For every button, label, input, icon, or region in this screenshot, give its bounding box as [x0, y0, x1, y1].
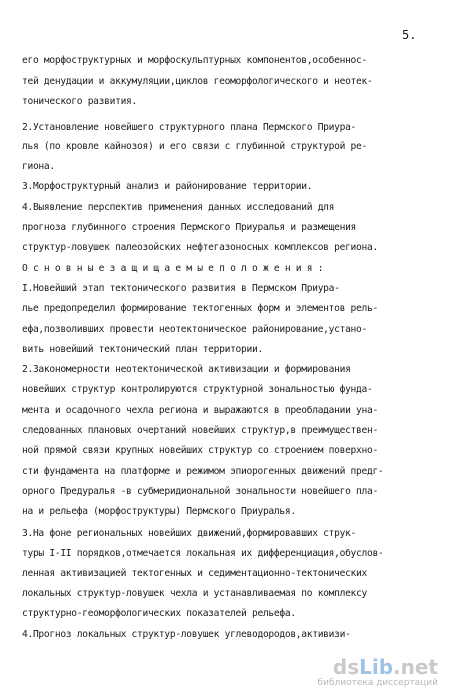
text-line: новейших структур контролируются структурной зональностью фунда- [22, 384, 373, 395]
text-line: лье предопределил формирование тектогенных форм и элементов рель- [22, 303, 378, 314]
text-line: I.Новейший этап тектонического развития в Пермском Приура- [22, 283, 340, 294]
text-line: структурно-геоморфологических показателей рельефа. [22, 608, 296, 619]
text-line: мента и осадочного чехла региона и выражаются в преобладании уна- [22, 405, 378, 416]
text-line: на и рельефа (морфоструктуры) Пермского Приуралья. [22, 506, 296, 517]
page-number: 5. [402, 28, 417, 42]
watermark-subtitle: библиотека диссертаций [317, 678, 438, 688]
text-line: 3.На фоне региональных новейших движений,формировавших струк- [22, 528, 357, 539]
text-line: тей денудации и аккумуляции,циклов геоморфологического и неотек- [22, 76, 373, 87]
text-line: следованных плановых очертаний новейших структур,в преимуществен- [22, 425, 378, 436]
text-line: ленная активизацией тектогенных и седиментационно-тектонических [22, 568, 367, 579]
text-line: структур-ловушек палеозойских нефтегазоносных комплексов региона. [22, 242, 378, 253]
text-line: 4.Выявление перспектив применения данных исследований для [22, 202, 335, 213]
text-line: 4.Прогноз локальных структур-ловушек углеводородов,активизи- [22, 629, 351, 640]
text-line: вить новейший тектонический план территории. [22, 344, 263, 355]
dslib-logo: dsLib.net [332, 655, 438, 679]
text-line: гиона. [22, 161, 55, 172]
text-line: локальных структур-ловушек чехла и устанавливаемая по комплексу [22, 588, 367, 599]
text-line: его морфоструктурных и морфоскульптурных компонентов,особеннос- [22, 55, 367, 66]
text-line: сти фундамента на платформе и режимом эпиорогенных движений предг- [22, 466, 384, 477]
text-line: прогноза глубинного строения Пермского Приуралья и размещения [22, 222, 357, 233]
text-line: туры I-II порядков,отмечается локальная их дифференциация,обуслов- [22, 548, 384, 559]
text-line: лья (по кровле кайнозоя) и его связи с глубинной структурой ре- [22, 141, 367, 152]
text-line: ефа,позволивших провести неотектоническое районирование,устано- [22, 324, 367, 335]
text-line: 3.Морфоструктурный анализ и районирование территории. [22, 181, 313, 192]
text-line: О с н о в н ы е з а щ и щ а е м ы е п о л о ж е н и я : [22, 263, 324, 274]
text-line: 2.Закономерности неотектонической активизации и формирования [22, 364, 351, 375]
dslib-watermark [318, 656, 438, 689]
text-line: тонического развития. [22, 96, 137, 107]
text-line: орного Предуралья -в субмеридиональной зональности новейшего пла- [22, 486, 378, 497]
text-line: ной прямой связи крупных новейших структур со строением поверхно- [22, 445, 378, 456]
text-line: 2.Установление новейшего структурного плана Пермского Приура- [22, 122, 357, 133]
